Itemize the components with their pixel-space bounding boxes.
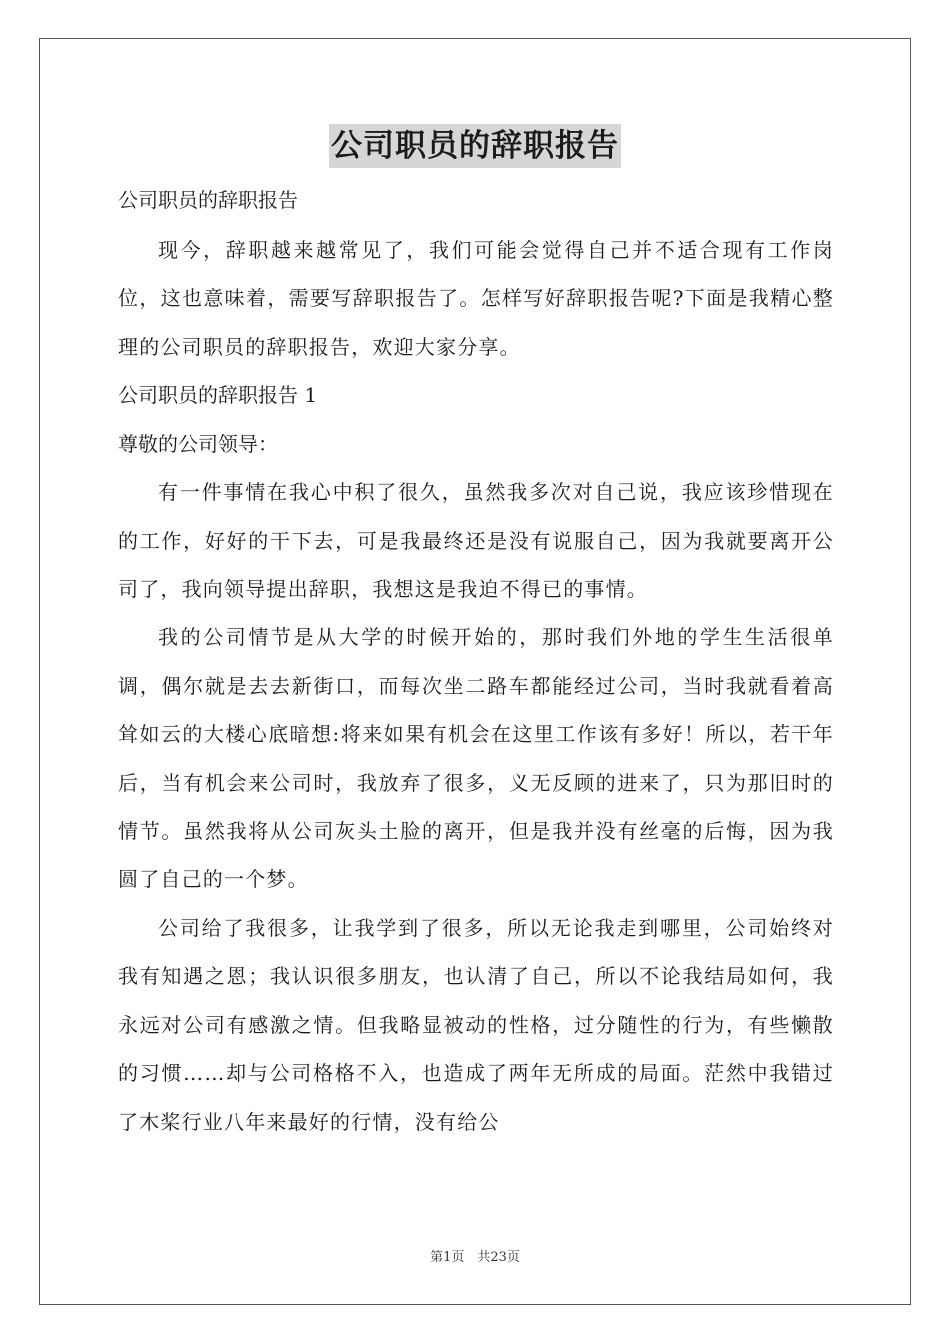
- document-body: [118, 178, 834, 1146]
- intro-paragraph: 现今，辞职越来越常见了，我们可能会觉得自己并不适合现有工作岗位，这也意味着，需要写辞职报告了。怎样写好辞职报告呢?下面是我精心整理的公司职员的辞职报告，欢迎大家分享。: [118, 238, 834, 359]
- page-number: 第1页 共23页: [430, 1250, 520, 1265]
- body-paragraph-1: 有一件事情在我心中积了很久，虽然我多次对自己说，我应该珍惜现在的工作，好好的干下去，可是我最终还是没有说服自己，因为我就要离开公司了，我向领导提出辞职，我想这是我迫不得已的事情。: [118, 480, 834, 602]
- title-container: [0, 124, 950, 168]
- document-title: 公司职员的辞职报告: [329, 124, 621, 168]
- body-paragraph-2: 我的公司情节是从大学的时候开始的，那时我们外地的学生生活很单调，偶尔就是去去新街口，而每次坐二路车都能经过公司，当时我就看着高耸如云的大楼心底暗想:将来如果有机会在这里工作该有多好！所以，若干年后，当有机会来公司时，我放弃了很多，义无反顾的进来了，只为那旧时的情节。虽然我将从公司灰头土脸的离开，但是我并没有丝毫的后悔，因为我圆了自己的一个梦。: [118, 625, 834, 892]
- section-heading: 公司职员的辞职报告 1: [118, 383, 318, 408]
- body-paragraph-3: 公司给了我很多，让我学到了很多，所以无论我走到哪里，公司始终对我有知遇之恩；我认识很多朋友，也认清了自己，所以不论我结局如何，我永远对公司有感激之情。但我略显被动的性格，过分随性的行为，有些懒散的习惯……却与公司格格不入，也造成了两年无所成的局面。茫然中我错过了木桨行业八年来最好的行情，没有给公: [118, 915, 834, 1134]
- page-footer: [0, 1246, 950, 1265]
- salutation: 尊敬的公司领导：: [118, 431, 278, 456]
- document-subtitle: 公司职员的辞职报告: [118, 188, 298, 212]
